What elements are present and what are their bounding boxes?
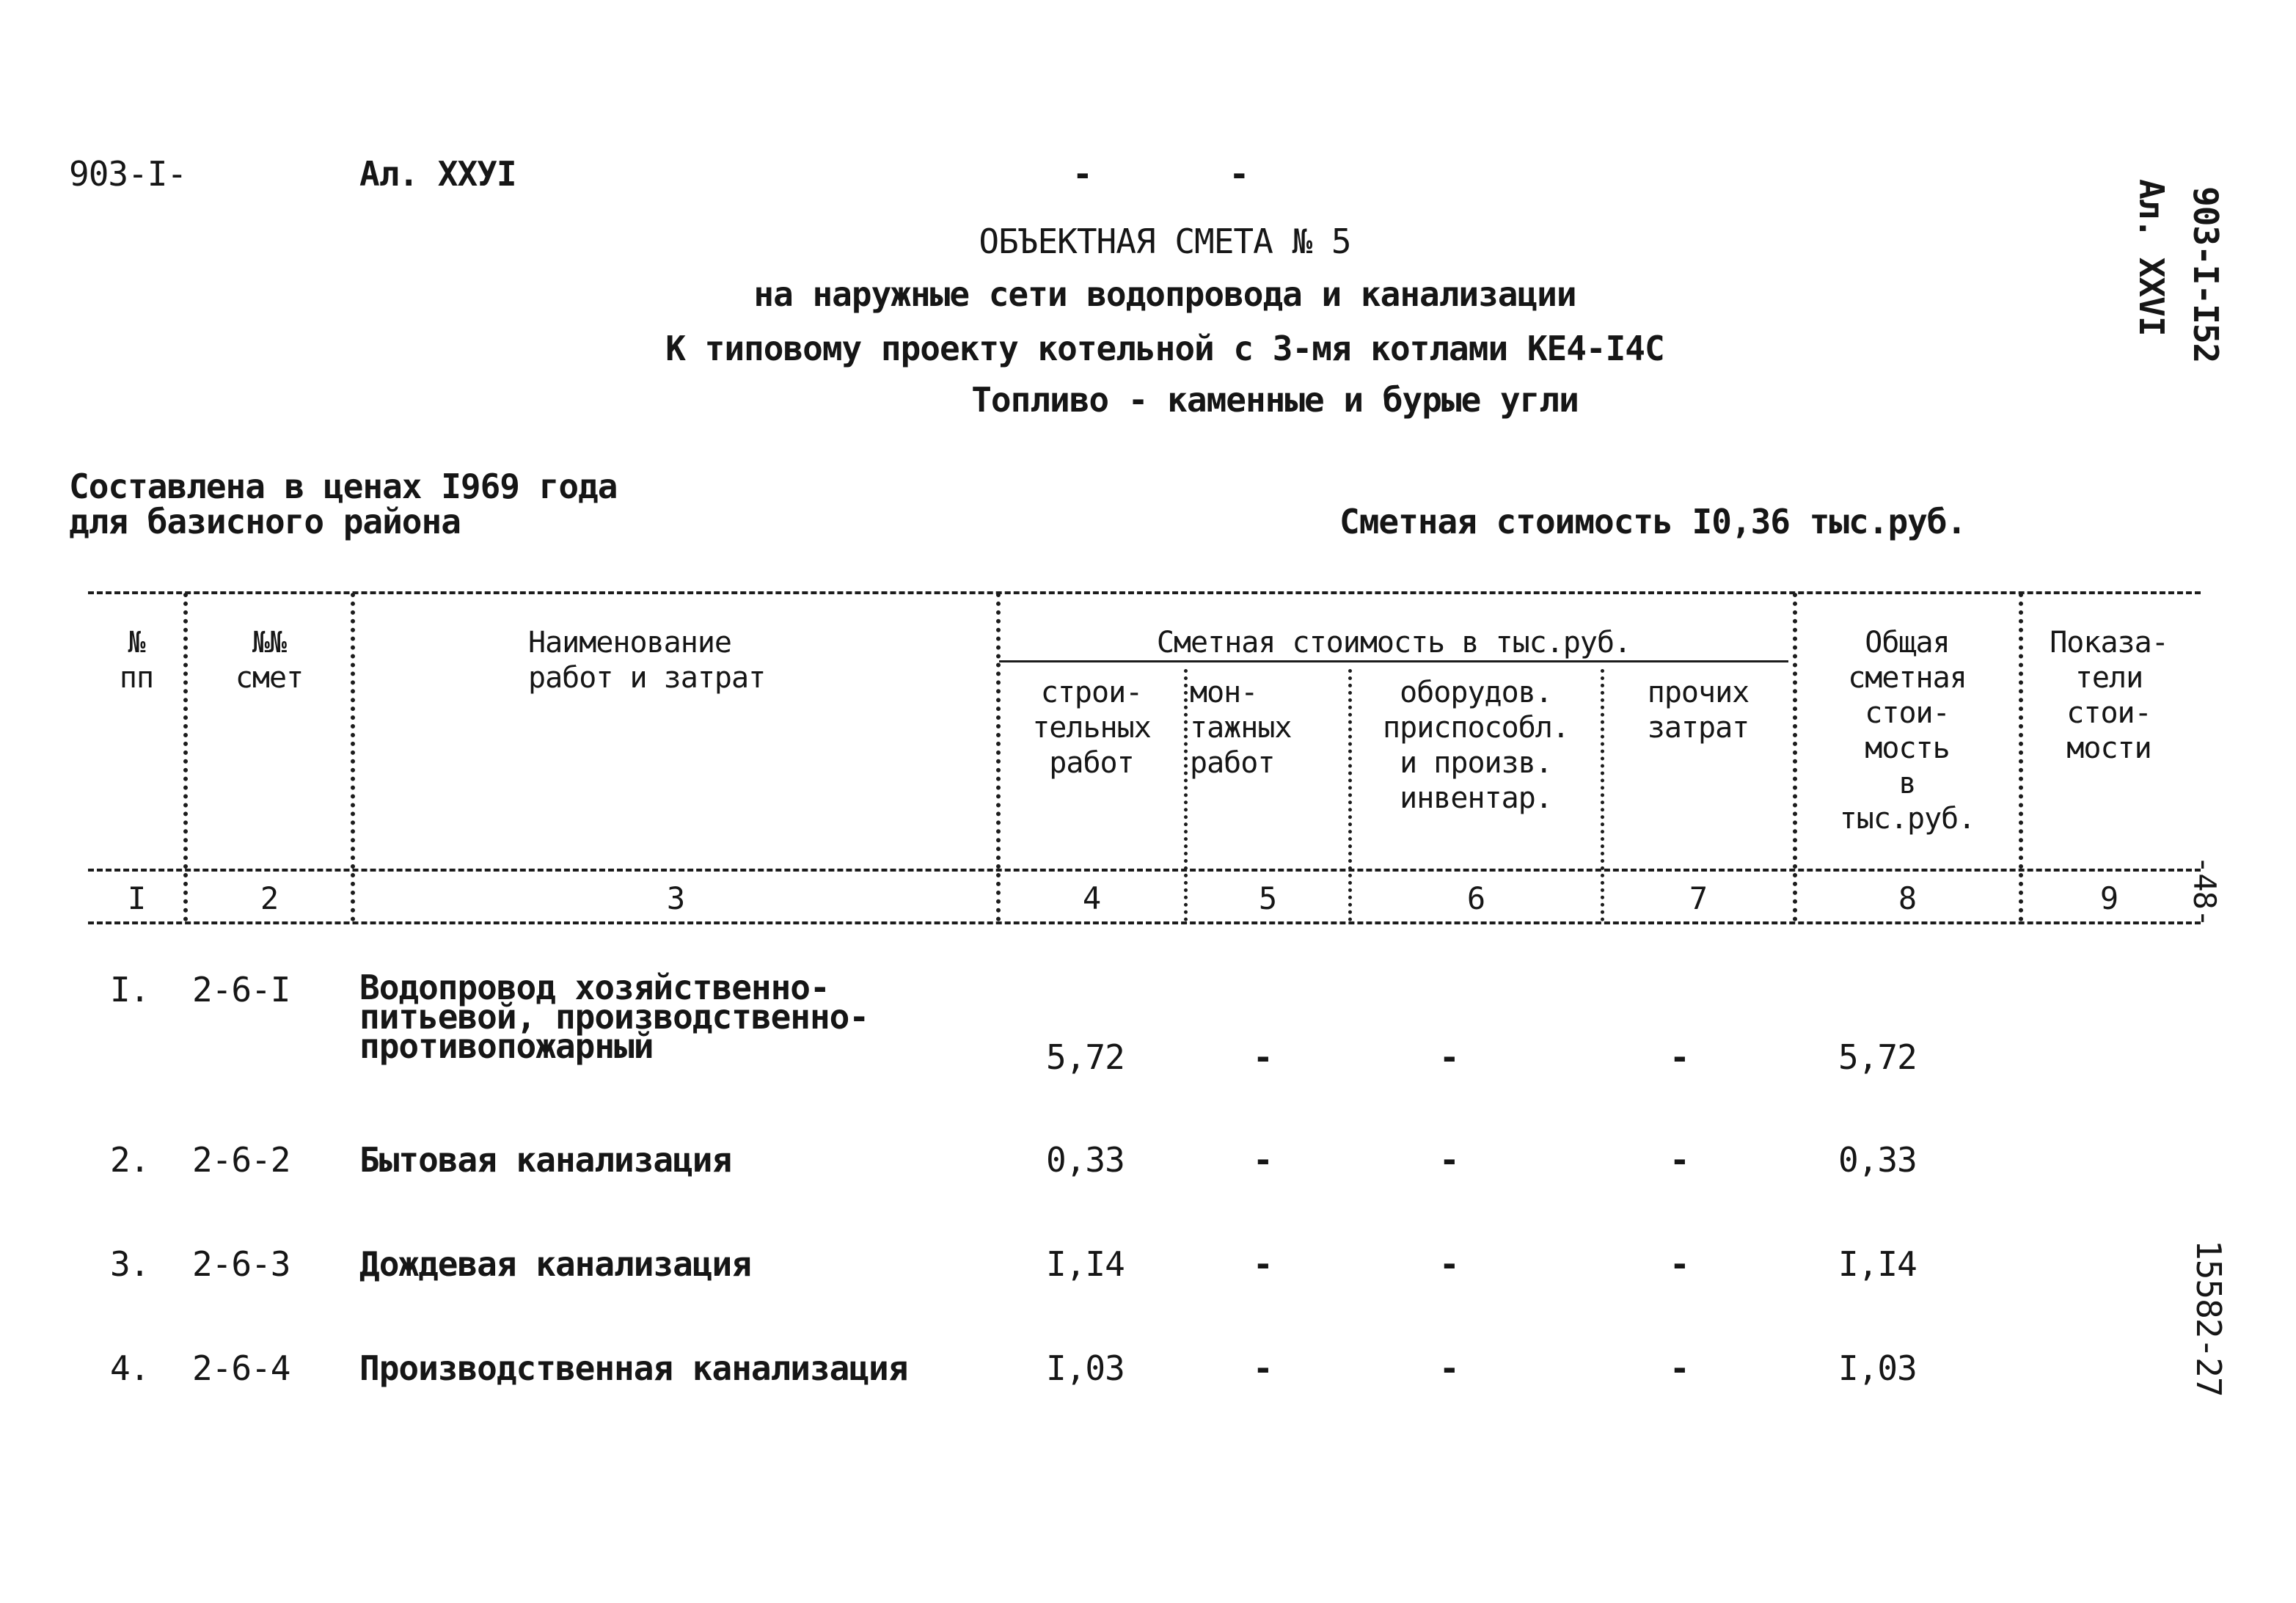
header-equipment: оборудов. приспособл. и произв. инвентар.	[1383, 676, 1569, 815]
row-work-name: Водопровод хозяйственно- питьевой, производственно- противопожарный	[359, 968, 869, 1066]
row-total-cost: 5,72	[1838, 1037, 1917, 1077]
header-construction: строи- тельных работ	[1032, 676, 1151, 780]
col-separator	[1601, 669, 1604, 921]
col-number: 8	[1898, 880, 1917, 916]
doc-code: 903-I-	[69, 154, 187, 194]
header-row-number: № пп	[119, 626, 154, 695]
row-number: 3.	[110, 1244, 150, 1284]
header-other-costs: прочих затрат	[1647, 676, 1750, 745]
col-number: 3	[666, 880, 685, 916]
cost-group-underline	[999, 660, 1788, 662]
header-cost-group: Сметная стоимость в тыс.руб.	[1156, 626, 1631, 660]
col-separator	[183, 593, 188, 921]
col-number: 4	[1082, 880, 1101, 916]
header-dashes: - -	[1072, 154, 1249, 194]
col-number: 7	[1689, 880, 1708, 916]
row-total-cost: I,03	[1838, 1348, 1917, 1388]
row-number: 4.	[110, 1348, 150, 1388]
header-total-cost: Общая сметная стои- мость в тыс.руб.	[1839, 626, 1975, 836]
row-installation-cost: -	[1253, 1244, 1273, 1284]
row-estimate-number: 2-6-2	[192, 1140, 290, 1180]
col-separator	[1793, 593, 1797, 921]
row-work-name: Дождевая канализация	[359, 1244, 751, 1284]
row-construction-cost: 5,72	[1046, 1037, 1125, 1077]
row-other-cost: -	[1670, 1140, 1689, 1180]
row-estimate-number: 2-6-4	[192, 1348, 290, 1388]
price-basis: Составлена в ценах I969 года	[69, 467, 618, 506]
row-construction-cost: I,I4	[1046, 1244, 1125, 1284]
estimate-subject: на наружные сети водопровода и канализации	[753, 274, 1576, 314]
fuel-type: Топливо - каменные и бурые угли	[971, 380, 1579, 420]
header-installation: мон- тажных работ	[1190, 676, 1292, 780]
row-total-cost: 0,33	[1838, 1140, 1917, 1180]
row-equipment-cost: -	[1439, 1037, 1459, 1077]
row-installation-cost: -	[1253, 1037, 1273, 1077]
project-reference: К типовому проекту котельной с 3-мя котлами КЕ4-I4С	[665, 329, 1664, 368]
row-construction-cost: 0,33	[1046, 1140, 1125, 1180]
row-work-name: Производственная канализация	[359, 1348, 908, 1388]
estimate-title: ОБЪЕКТНАЯ СМЕТА № 5	[979, 222, 1351, 261]
row-installation-cost: -	[1253, 1348, 1273, 1388]
page-number: -48-	[2187, 855, 2223, 927]
inventory-number: 15582-27	[2189, 1240, 2229, 1397]
col-separator	[2019, 593, 2023, 921]
row-total-cost: I,I4	[1838, 1244, 1917, 1284]
row-construction-cost: I,03	[1046, 1348, 1125, 1388]
row-other-cost: -	[1670, 1244, 1689, 1284]
col-separator	[1184, 669, 1188, 921]
col-number: 6	[1466, 880, 1485, 916]
table-top-rule	[88, 591, 2201, 594]
col-separator	[351, 593, 355, 921]
side-doc-code: 903-I-I52	[2186, 186, 2226, 363]
base-region: для базисного района	[69, 502, 461, 541]
col-separator	[1348, 669, 1352, 921]
header-estimate-number: №№ смет	[235, 626, 304, 695]
row-equipment-cost: -	[1439, 1244, 1459, 1284]
row-other-cost: -	[1670, 1037, 1689, 1077]
row-work-name: Бытовая канализация	[359, 1140, 732, 1180]
row-estimate-number: 2-6-I	[192, 970, 290, 1009]
side-album-number: Ал. ХХVI	[2132, 179, 2171, 336]
col-number: I	[127, 880, 146, 916]
row-equipment-cost: -	[1439, 1348, 1459, 1388]
col-number: 2	[260, 880, 279, 916]
row-estimate-number: 2-6-3	[192, 1244, 290, 1284]
row-number: 2.	[110, 1140, 150, 1180]
header-work-name: Наименование работ и затрат	[528, 626, 766, 695]
col-number: 5	[1258, 880, 1277, 916]
row-equipment-cost: -	[1439, 1140, 1459, 1180]
estimated-cost: Сметная стоимость I0,36 тыс.руб.	[1339, 502, 1967, 541]
header-cost-indicators: Показа- тели стои- мости	[2050, 626, 2168, 765]
row-installation-cost: -	[1253, 1140, 1273, 1180]
row-other-cost: -	[1670, 1348, 1689, 1388]
header-bottom-rule	[88, 869, 2201, 872]
col-numbers-rule	[88, 921, 2201, 924]
album-number: Ал. ХХУI	[359, 154, 516, 194]
col-number: 9	[2099, 880, 2118, 916]
row-number: I.	[110, 970, 150, 1009]
